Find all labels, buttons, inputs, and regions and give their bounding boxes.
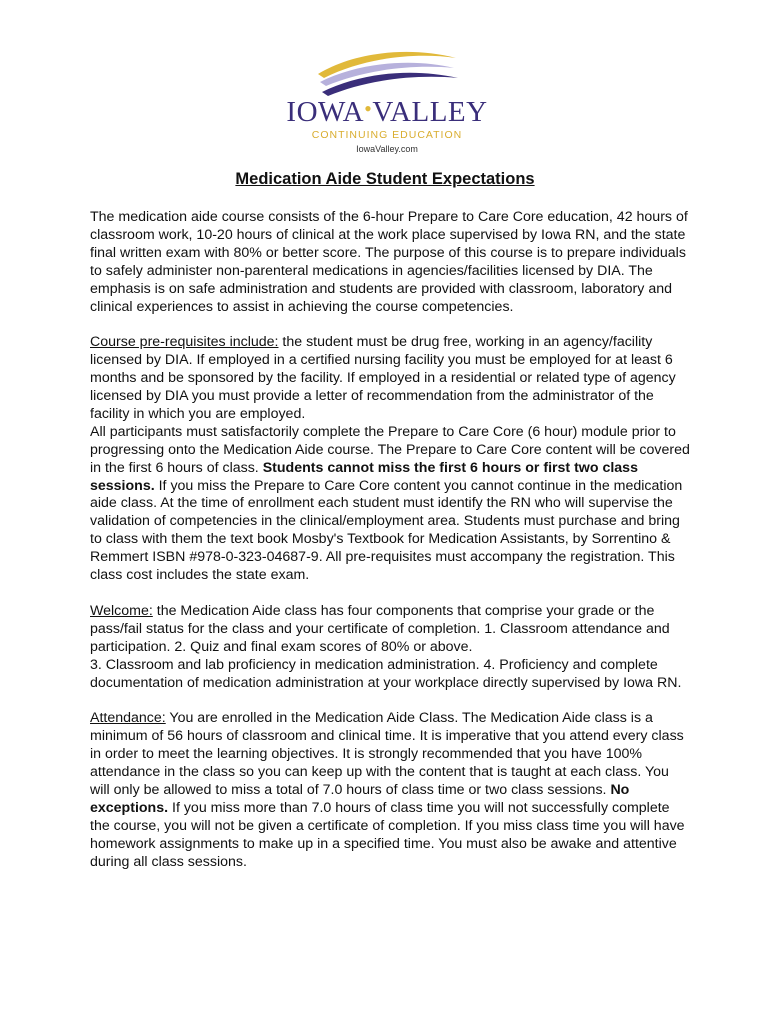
iowa-valley-logo bbox=[280, 44, 494, 162]
swoosh-logo-icon bbox=[314, 44, 460, 96]
logo-wordmark: IOWA•VALLEY bbox=[286, 96, 488, 128]
logo-url: IowaValley.com bbox=[356, 144, 418, 154]
welcome-heading: Welcome: bbox=[90, 602, 153, 619]
attendance-heading: Attendance: bbox=[90, 710, 166, 727]
welcome-paragraph: Welcome: the Medication Aide class has four components that comprise your grade or the pass/fail status for the class and your certificate of completion. 1. Classroom attendance and participation. 2. Quiz and final exam scores of 80% or above. 3. Classroom and lab proficiency in medication administration. 4. Proficiency and complete documentation of medication administration at your workplace directly supervised by Iowa RN. bbox=[90, 602, 682, 691]
logo-subtitle: CONTINUING EDUCATION bbox=[311, 129, 463, 141]
intro-paragraph: The medication aide course consists of the 6-hour Prepare to Care Core education, 42 hours of classroom work, 10-20 hours of clinical at the work place supervised by Iowa RN, and the state final written exam with 80% or better score. The purpose of this course is to prepare individuals to safely administer non-parenteral medications in agencies/facilities licensed by DIA. The emphasis is on safe administration and students are provided with classroom, laboratory and clinical experiences to assist in achieving the course competencies. bbox=[90, 209, 688, 315]
page-title: Medication Aide Student Expectations bbox=[235, 170, 535, 188]
prerequisites-bold-note: Students cannot miss the first 6 hours or first two class sessions. bbox=[90, 459, 638, 494]
prerequisites-heading: Course pre-requisites include: bbox=[90, 334, 279, 351]
document-body bbox=[90, 209, 690, 889]
attendance-bold-note: No exceptions. bbox=[90, 781, 630, 816]
prerequisites-paragraph: Course pre-requisites include: the student must be drug free, working in an agency/facility licensed by DIA. If employed in a certified nursing facility you must be employed for at least 6 months and be sponsored by the facility. If employed in a residential or related type of agency licensed by DIA you must provide a letter of recommendation from the administrator of the facility in which you are employed. All participants must satisfactorily complete the Prepare to Care Core (6 hour) module prior to progressing onto the Medication Aide course. The Prepare to Care Core content will be covered in the first 6 hours of class. Students cannot miss the first 6 hours or first two class sessions. If you miss the Prepare to Care Core content you cannot continue in the medication aide class. At the time of enrollment each student must identify the RN who will supervise the validation of competencies in the clinical/employment area. Students must purchase and bring to class with them the text book Mosby's Textbook for Medication Assistants, by Sorrentino & Remmert ISBN #978-0-323-04687-9. All pre-requisites must accompany the registration. This class cost includes the state exam. bbox=[90, 334, 690, 584]
attendance-paragraph: Attendance: You are enrolled in the Medication Aide Class. The Medication Aide class is a minimum of 56 hours of classroom and clinical time. It is imperative that you attend every class in order to meet the learning objectives. It is strongly recommended that you have 100% attendance in the class so you can keep up with the content that is taught at each class. You will only be allowed to miss a total of 7.0 hours of class time or two class sessions. No exceptions. If you miss more than 7.0 hours of class time you will not successfully complete the course, you will not be given a certificate of completion. If you miss class time you will have homework assignments to make up in a specified time. You must also be awake and attentive during all class sessions. bbox=[90, 710, 685, 870]
